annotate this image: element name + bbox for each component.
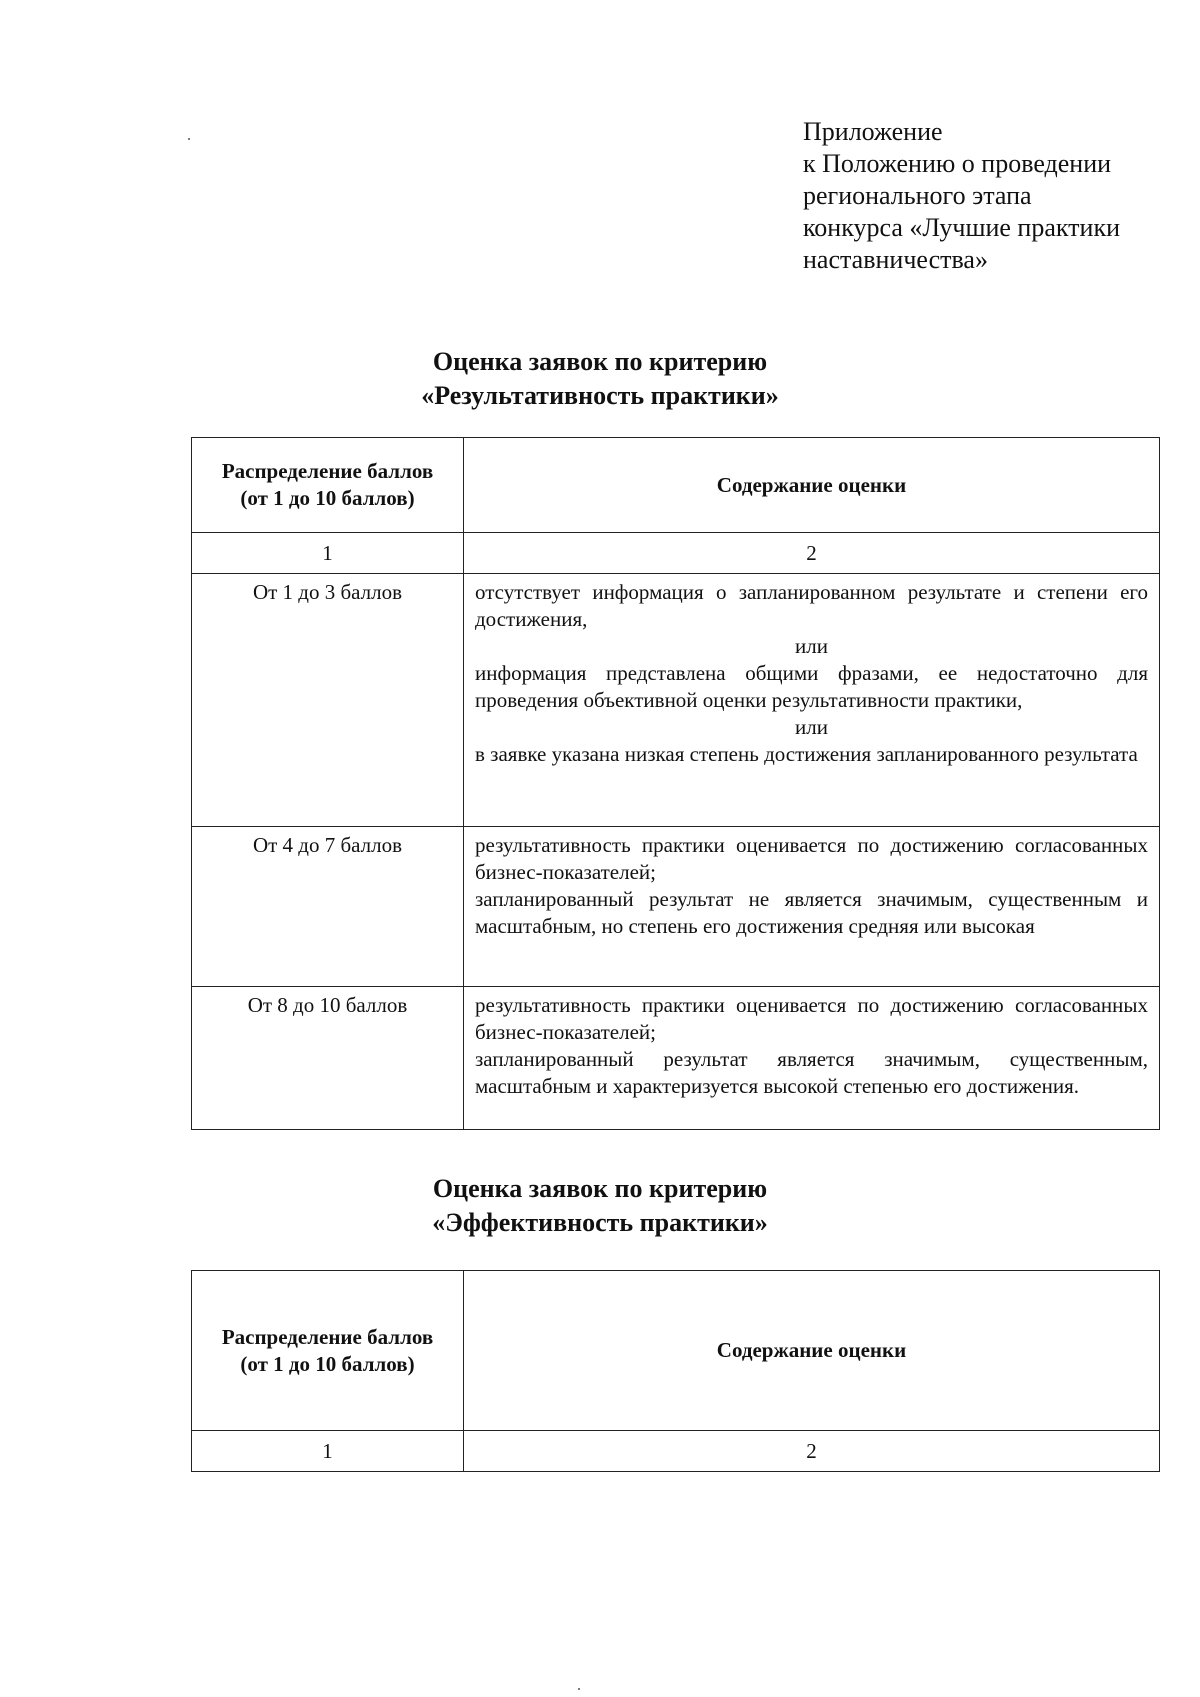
section2-title-line1: Оценка заявок по критерию (432, 1174, 768, 1203)
column-number-row (192, 1431, 1160, 1472)
criterion-text: результативность практики оценивается по достижению согласованных бизнес-показателей; (475, 993, 1148, 1044)
column-number: 1 (192, 1431, 464, 1472)
efficiency-criteria-table (191, 1270, 1160, 1472)
score-range: От 4 до 7 баллов (192, 827, 464, 987)
or-separator: или (795, 634, 828, 658)
header-assessment-content: Содержание оценки (464, 438, 1160, 533)
appendix-line: к Положению о проведении (803, 149, 1112, 178)
appendix-line: конкурса «Лучшие практики (803, 213, 1120, 242)
table-row (192, 574, 1160, 827)
criterion-text: информация представлена общими фразами, ее недостаточно для проведения объективной оценки результативности практики, (475, 661, 1148, 712)
criterion-text: результативность практики оценивается по достижению согласованных бизнес-показателей; (475, 833, 1148, 884)
appendix-line: регионального этапа (803, 181, 1032, 210)
assessment-content (464, 574, 1160, 827)
header-score-distribution: Распределение баллов (от 1 до 10 баллов) (192, 438, 464, 533)
appendix-note (803, 116, 1183, 276)
score-range: От 8 до 10 баллов (192, 987, 464, 1130)
criterion-text: в заявке указана низкая степень достижения запланированного результата (475, 742, 1138, 766)
appendix-line: Приложение (803, 117, 943, 146)
criterion-text: запланированный результат является значимым, существенным, масштабным и характеризуется высокой степенью его достижения. (475, 1047, 1148, 1098)
header-score-distribution: Распределение баллов (от 1 до 10 баллов) (192, 1271, 464, 1431)
appendix-line: наставничества» (803, 245, 988, 274)
scan-speck (188, 138, 190, 140)
column-number: 1 (192, 533, 464, 574)
section1-title (0, 345, 1200, 413)
section2-title (0, 1172, 1200, 1240)
section1-title-line1: Оценка заявок по критерию (432, 347, 768, 376)
assessment-content (464, 827, 1160, 987)
score-range: От 1 до 3 баллов (192, 574, 464, 827)
column-number: 2 (464, 533, 1160, 574)
column-number-row (192, 533, 1160, 574)
table-header-row (192, 438, 1160, 533)
table-header-row (192, 1271, 1160, 1431)
scan-speck (578, 1688, 580, 1690)
table-row (192, 827, 1160, 987)
criterion-text: запланированный результат не является значимым, существенным и масштабным, но степень его достижения средняя или высокая (475, 887, 1148, 938)
table-row (192, 987, 1160, 1130)
results-criteria-table (191, 437, 1160, 1130)
section2-title-line2: «Эффективность практики» (432, 1208, 768, 1237)
assessment-content (464, 987, 1160, 1130)
or-separator: или (795, 715, 828, 739)
column-number: 2 (464, 1431, 1160, 1472)
criterion-text: отсутствует информация о запланированном результате и степени его достижения, (475, 580, 1148, 631)
section1-title-line2: «Результативность практики» (421, 381, 779, 410)
header-assessment-content: Содержание оценки (464, 1271, 1160, 1431)
